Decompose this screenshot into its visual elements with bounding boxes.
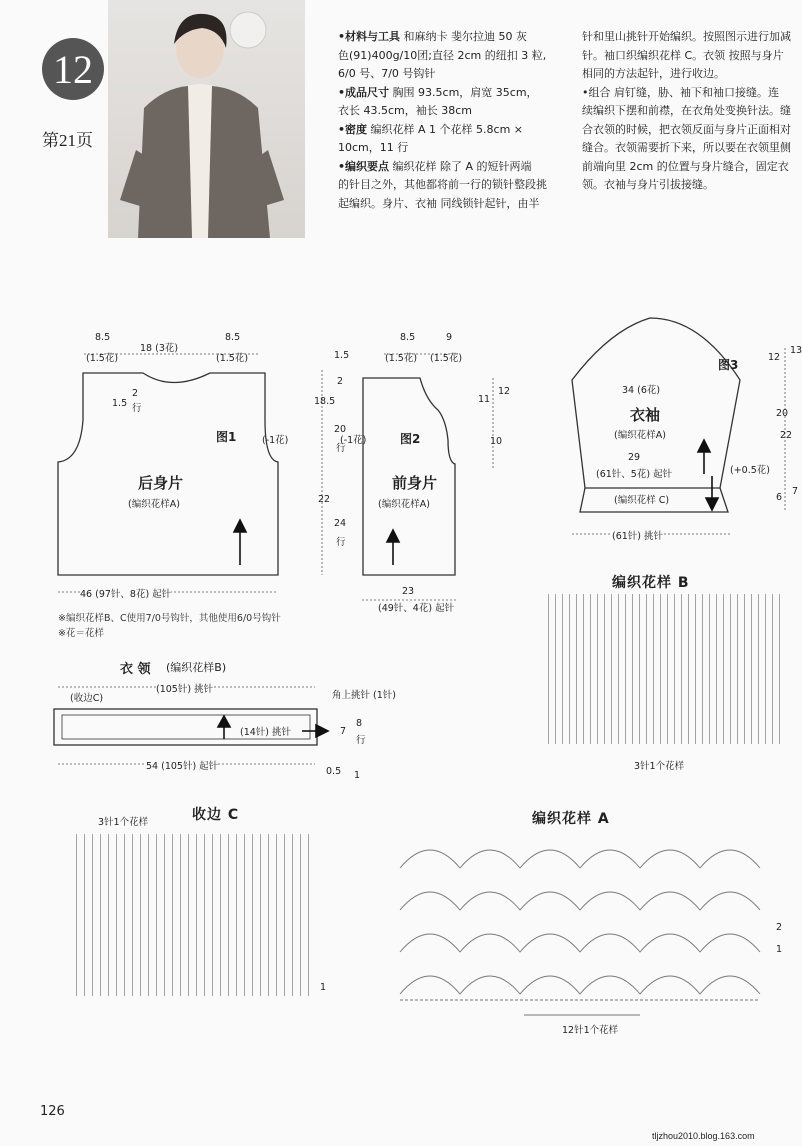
figure-3-label: 图3 — [718, 358, 739, 372]
pattern-c-title: 收边 C — [192, 807, 240, 823]
collar-title: 衣 领 — [120, 662, 151, 677]
page-number: 126 — [40, 1104, 65, 1119]
front-body-title: 前身片 — [392, 474, 438, 492]
page-reference: 第21页 — [42, 131, 93, 150]
instructions-col1: •材料与工具 和麻纳卡 斐尔拉迪 50 灰 色(91)400g/10团;直径 2cm 的纽扣 3 粒, 6/0 号、7/0 号钩针 •成品尺寸 胸围 93.5cm，肩宽 35cm， 衣长 43.5cm，袖长 38cm •密度 编织花样 A 1 个花样 5.8cm × 10cm，11 行 •编织要点 编织花样 除了 A 的短针两端 的针目之外，其他都将前一行的锁针整段挑 起编织。身片、衣袖 同线锁针起针，由半 — [338, 30, 547, 210]
pattern-a-title: 编织花样 A — [532, 811, 610, 827]
note-hook-size: ※编织花样B、C使用7/0号钩针，其他使用6/0号钩针 — [58, 613, 281, 624]
figure-1-label: 图1 — [216, 430, 237, 444]
note-abbreviation: ※花＝花样 — [58, 628, 104, 639]
instructions-col2: 针和里山挑针开始编织。按照图示进行加减 针。袖口织编织花样 C。衣领 按照与身片 相同的方法起针，进行收边。 •组合 肩钉缝，胁、袖下和袖口接缝。连 续编织下摆和前襟，在衣角处变换针法。缝 合衣领的时候，把衣领反面与身片正面相对 缝合。衣领需要折下来，所以要在衣领里侧 前端向里 2cm 的位置与身片缝合，固定衣 领。衣袖与身片引拔接缝。 — [582, 30, 791, 191]
figure-2-label: 图2 — [400, 432, 421, 446]
watermark-url: tljzhou2010.blog.163.com — [652, 1131, 755, 1141]
pattern-number: 12 — [53, 46, 93, 92]
back-body-title: 后身片 — [138, 474, 184, 492]
pattern-b-title: 编织花样 B — [612, 575, 690, 591]
sleeve-title: 衣袖 — [630, 406, 661, 424]
